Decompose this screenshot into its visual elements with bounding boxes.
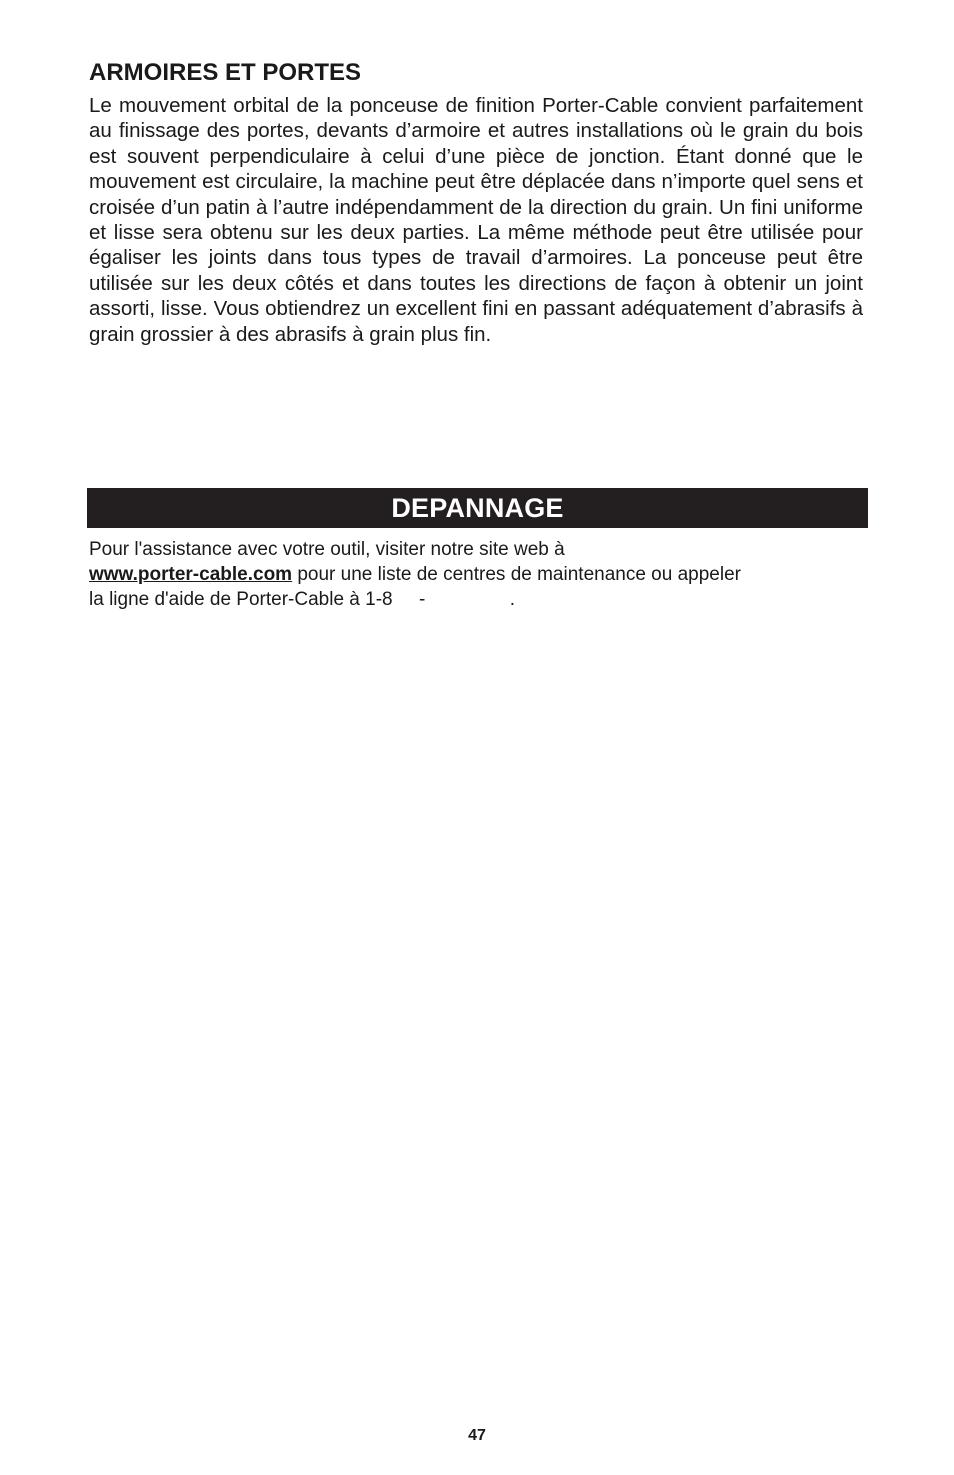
assistance-line-1: Pour l'assistance avec votre outil, visiter notre site web à [89, 539, 565, 560]
assistance-paragraph [89, 537, 879, 612]
website-link[interactable]: www.porter-cable.com [89, 564, 293, 585]
section-paragraph: Le mouvement orbital de la ponceuse de finition Porter-Cable convient parfaitement au finissage des portes, devants d’armoire et autres installations où le grain du bois est souvent perpendiculaire à celui d’une pièce de jonction. Étant donné que le mouvement est circulaire, la machine peut être déplacée dans n’importe quel sens et croisée d’un patin à l’autre indépendamment de la direction du grain. Un fini uniforme et lisse sera obtenu sur les deux parties. La même méthode peut être utilisée pour égaliser les joints dans tous types de travail d’armoires. La ponceuse peut être utilisée sur les deux côtés et dans toutes les directions de façon à obtenir un joint assorti, lisse. Vous obtiendrez un excellent fini en passant adéquatement d’abrasifs à grain grossier à des abrasifs à grain plus fin. [89, 94, 863, 346]
page-number: 47 [468, 1427, 486, 1444]
assistance-line-2: pour une liste de centres de maintenance ou appeler [292, 564, 741, 585]
assistance-line-3: la ligne d'aide de Porter-Cable à 1-8 - . [89, 589, 516, 610]
banner-title: DEPANNAGE [391, 492, 564, 523]
section-banner [87, 488, 868, 528]
section-heading: ARMOIRES ET PORTES [89, 59, 362, 86]
